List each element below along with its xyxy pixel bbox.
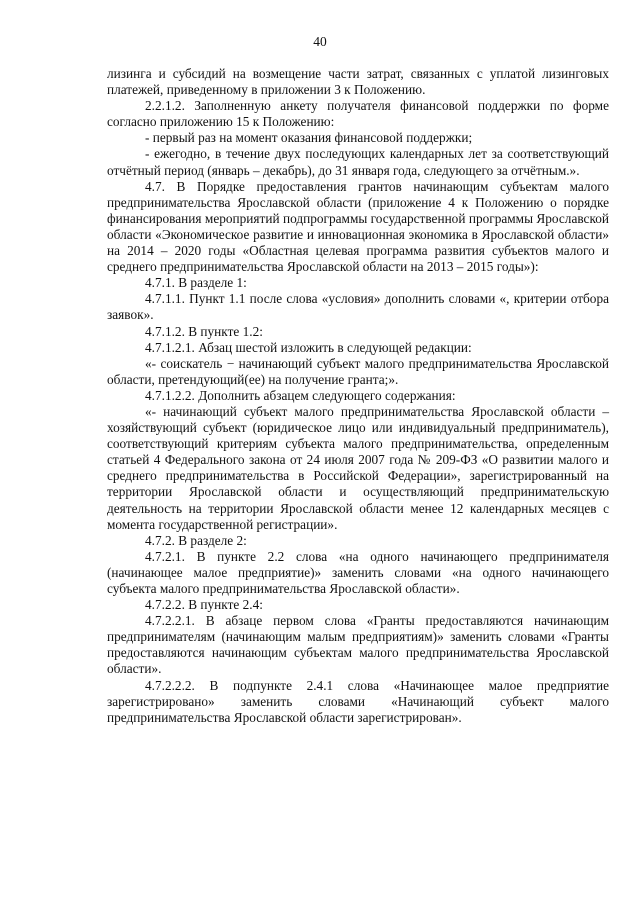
paragraph: - ежегодно, в течение двух последующих календарных лет за соответствующий отчётный период (январь – декабрь), до 31 января года, следующего за отчётным.».: [107, 146, 609, 178]
paragraph: «- начинающий субъект малого предпринимательства Ярославской области – хозяйствующий субъект (юридическое лицо или индивидуальный предприниматель), соответствующий критериям субъекта малого предпринимательства, определенным статьей 4 Федерального закона от 24 июля 2007 года № 209-ФЗ «О развитии малого и среднего предпринимательства в Российской Федерации», зарегистрированный на территории Ярославской области и осуществляющий предпринимательскую деятельность на территории Ярославской области менее 12 календарных месяцев с момента государственной регистрации».: [107, 403, 609, 532]
paragraph: 4.7.2.2.2. В подпункте 2.4.1 слова «Начинающее малое предприятие зарегистрировано» заменить словами «Начинающий субъект малого предпринимательства Ярославской области зарегистрирован».: [107, 677, 609, 725]
paragraph: 4.7.2.2.1. В абзаце первом слова «Гранты предоставляются начинающим предпринимателям (начинающим малым предприятиям)» заменить словами «Гранты предоставляются начинающим субъектам малого предпринимательства Ярославской области».: [107, 613, 609, 677]
paragraph: - первый раз на момент оказания финансовой поддержки;: [145, 130, 473, 146]
paragraph: 4.7.2.1. В пункте 2.2 слова «на одного начинающего предпринимателя (начинающее малое предприятие)» заменить словами «на одного начинающего субъекта малого предпринимательства Ярославской области».: [107, 548, 609, 596]
paragraph: «- соискатель − начинающий субъект малого предпринимательства Ярославской области, претендующий(ее) на получение гранта;».: [107, 355, 609, 387]
paragraph: лизинга и субсидий на возмещение части затрат, связанных с уплатой лизинговых платежей, приведенному в приложении 3 к Положению.: [107, 66, 609, 98]
paragraph: 4.7.1.2.1. Абзац шестой изложить в следующей редакции:: [145, 339, 472, 355]
paragraph: 2.2.1.2. Заполненную анкету получателя финансовой поддержки по форме согласно приложению 15 к Положению:: [107, 98, 609, 130]
page-number: 40: [313, 34, 327, 49]
paragraph: 4.7.1.1. Пункт 1.1 после слова «условия» дополнить словами «, критерии отбора заявок».: [107, 291, 609, 323]
document-body: [107, 66, 609, 726]
paragraph: 4.7.2.2. В пункте 2.4:: [145, 597, 263, 613]
paragraph: 4.7.1.2. В пункте 1.2:: [145, 323, 263, 339]
paragraph: 4.7. В Порядке предоставления грантов начинающим субъектам малого предпринимательства Ярославской области (приложение 4 к Положению о порядке финансирования мероприятий подпрограммы государственной программы Ярославской области «Экономическое развитие и инновационная экономика в Ярославской области» на 2014 – 2020 годы «Областная целевая программа развития субъектов малого и среднего предпринимательства Ярославской области на 2013 – 2015 годы»):: [107, 178, 609, 275]
paragraph: 4.7.1. В разделе 1:: [145, 275, 247, 291]
paragraph: 4.7.2. В разделе 2:: [145, 532, 247, 548]
paragraph: 4.7.1.2.2. Дополнить абзацем следующего содержания:: [145, 387, 456, 403]
